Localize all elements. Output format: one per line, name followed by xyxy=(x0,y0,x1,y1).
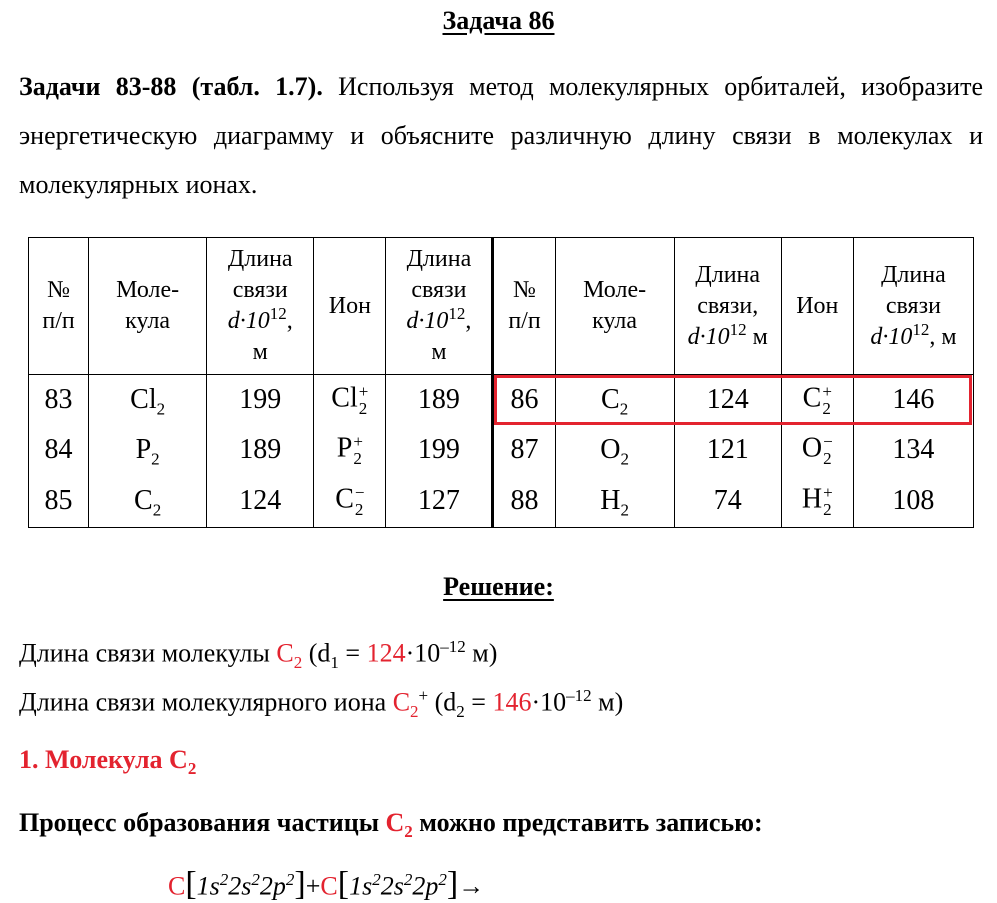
header-ion: Ион xyxy=(314,238,386,375)
header-num: № п/п xyxy=(29,238,89,375)
header-ion-length: Длина связи $d\cdot 10^{12}$, м xyxy=(386,238,493,375)
problem-ref: Задачи 83-88 (табл. 1.7). xyxy=(19,72,323,101)
table-row: 84 $P_2$ 189 P + 2 199 87 $O_2$ 121 O − 2 134 xyxy=(29,425,974,475)
process-heading: Процесс образования частицы $C_2$ можно представить записью: xyxy=(19,808,763,842)
formation-equation: $C[1s^22s^22p^2]+C[1s^22s^22p^2]\to$ xyxy=(168,865,485,903)
row-86-highlight xyxy=(494,375,972,425)
header-molecule: Моле- кула xyxy=(89,238,207,375)
solution-heading: Решение: xyxy=(443,572,554,601)
problem-statement: Задачи 83-88 (табл. 1.7). Используя метод молекулярных орбиталей, изобразите энергетическую диаграмму и объясните различную длину связи в молекулах и молекулярных ионах. xyxy=(19,72,983,199)
header-num-2: № п/п xyxy=(493,238,555,375)
section-molecule-heading: 1. Молекула $C_2$ xyxy=(19,745,197,779)
bond-length-molecule-line: Длина связи молекулы $C_2$ ($d_1 = 124\cdot 10^{-12}$ м) xyxy=(19,637,498,672)
table-row: 83 $Cl_2$ 199 Cl + 2 189 86 $C_2$ 124 C + 2 146 xyxy=(29,375,974,426)
header-ion-length-2: Длина связи $d\cdot 10^{12}$, м xyxy=(853,238,973,375)
header-length: Длина связи $d\cdot 10^{12}$, м xyxy=(207,238,314,375)
header-length-2: Длина связи, $d\cdot 10^{12}$ м xyxy=(674,238,781,375)
table-header-row xyxy=(29,238,974,375)
header-molecule-2: Моле- кула xyxy=(555,238,674,375)
page-title: Задача 86 xyxy=(442,6,555,35)
table-row: 85 $C_2$ 124 C − 2 127 88 $H_2$ 74 H + 2 108 xyxy=(29,475,974,528)
header-ion-2: Ион xyxy=(781,238,853,375)
bond-length-ion-line: Длина связи молекулярного иона $C_2^+$ ($d_2 = 146\cdot 10^{-12}$ м) xyxy=(19,686,624,721)
